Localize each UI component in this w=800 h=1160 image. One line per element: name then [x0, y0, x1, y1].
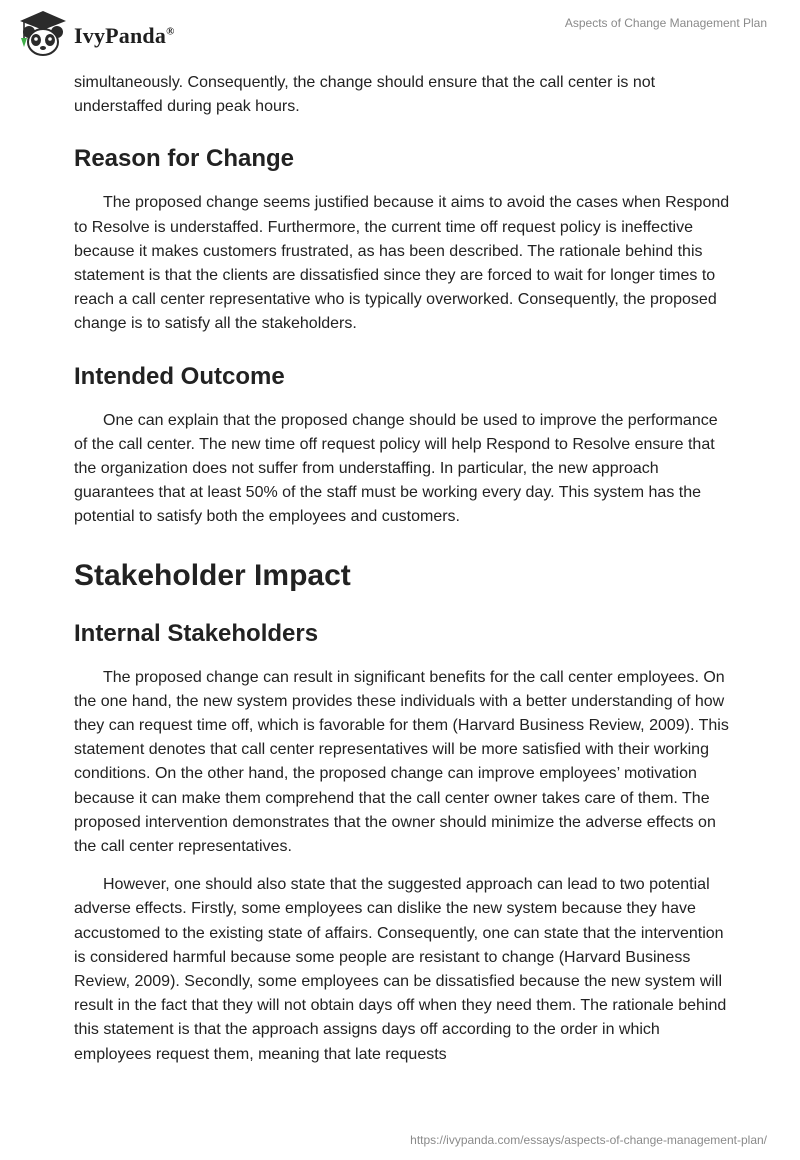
- section-heading-intended-outcome: Intended Outcome: [74, 362, 285, 390]
- footer-url-link[interactable]: https://ivypanda.com/essays/aspects-of-change-management-plan/: [410, 1133, 767, 1147]
- brand-name: IvyPanda®: [74, 23, 175, 48]
- section-paragraph-intended-outcome: One can explain that the proposed change should be used to improve the performance of the call center. The new time off request policy will help Respond to Resolve ensure that the organization does not suffer from understaffing. In particular, the new approach guarantees that at least 50% of the staff must be working every day. This system has the potential to satisfy both the employees and customers.: [74, 411, 718, 526]
- page-header: [0, 0, 800, 70]
- essay-content: [74, 71, 734, 1081]
- intro-paragraph: simultaneously. Consequently, the change should ensure that the call center is not understaffed during peak hours.: [74, 74, 656, 116]
- major-heading-stakeholder-impact: Stakeholder Impact: [74, 558, 351, 592]
- section-paragraph-reason-for-change: The proposed change seems justified because it aims to avoid the cases when Respond to Resolve is understaffed. Furthermore, the current time off request policy is ineffective because it makes customers frustrated, as has been described. The rationale behind this statement is that the clients are dissatisfied since they are forced to wait for longer times to reach a call center representative who is typically overworked. Consequently, the proposed change is to satisfy all the stakeholders.: [74, 194, 730, 333]
- ivypanda-logo[interactable]: [14, 8, 175, 60]
- section-heading-reason-for-change: Reason for Change: [74, 145, 295, 173]
- internal-stakeholders-paragraph-1: The proposed change can result in significant benefits for the call center employees. On the one hand, the new system provides these individuals with a better understanding of how they can request time off, which is favorable for them (Harvard Business Review, 2009). This statement denotes that call center representatives will be more satisfied with their working conditions. On the other hand, the proposed change can improve employees’ motivation because it can make them comprehend that the call center owner takes care of them. The proposed intervention demonstrates that the owner should minimize the adverse effects on the call center representatives.: [74, 668, 729, 856]
- internal-stakeholders-paragraph-2: However, one should also state that the suggested approach can lead to two potential adverse effects. Firstly, some employees can dislike the new system because they have accustomed to the existing state of affairs. Consequently, one can state that the intervention is considered harmful because some people are resistant to change (Harvard Business Review, 2009). Secondly, some employees can be dissatisfied because the new system will result in the fact that they will not obtain days off when they need them. The rationale behind this statement is that the approach assigns days off according to the order in which employees request them, meaning that late requests: [74, 876, 727, 1063]
- panda-graduate-icon: [14, 8, 72, 60]
- subsection-heading-internal-stakeholders: Internal Stakeholders: [74, 619, 319, 647]
- document-title: Aspects of Change Management Plan: [564, 16, 767, 30]
